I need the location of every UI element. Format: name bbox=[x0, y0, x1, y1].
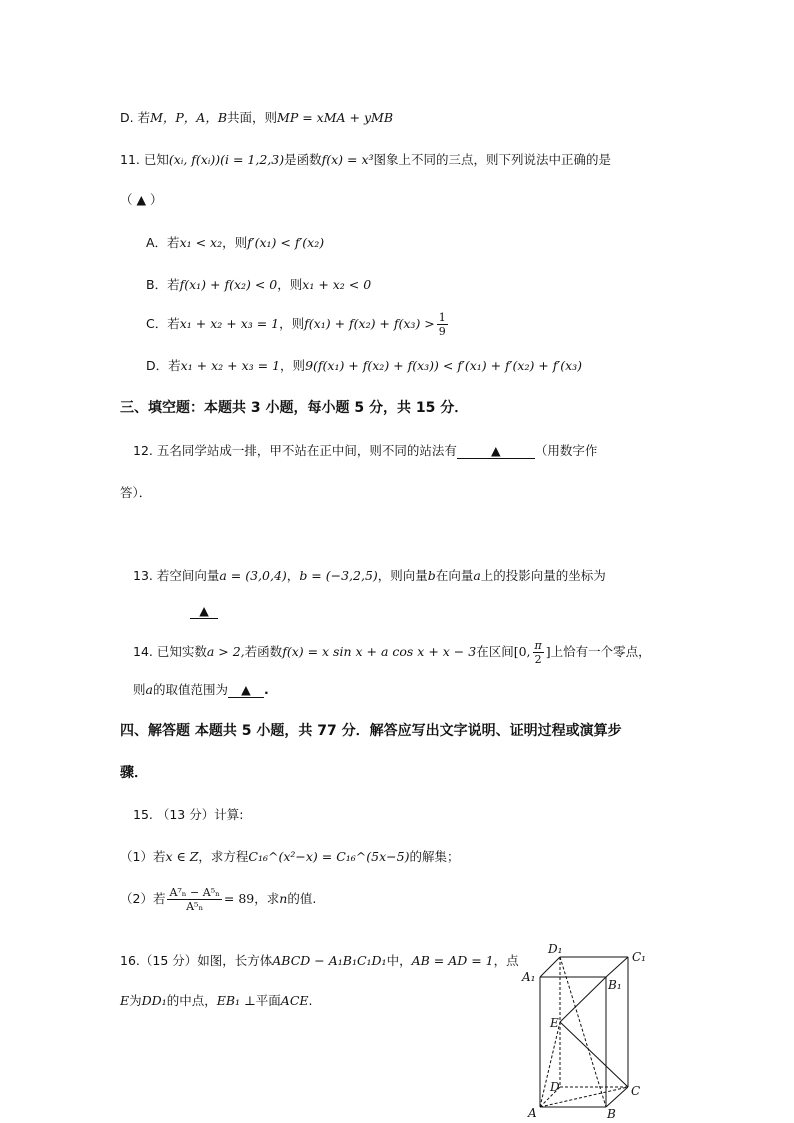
q15p1-pre: （1）若 bbox=[120, 849, 166, 864]
q15p2-var: n bbox=[279, 891, 288, 906]
label-a: A bbox=[528, 1106, 537, 1120]
q16-pre: 16.（15 分）如图，长方体 bbox=[120, 953, 273, 968]
q15p1-equation: C₁₆^(x²−x) = C₁₆^(5x−5) bbox=[248, 849, 410, 864]
label-d1: D₁ bbox=[548, 942, 563, 956]
q11c-result: f(x₁) + f(x₂) + f(x₃) > bbox=[304, 316, 435, 331]
q11b-sep: ，则 bbox=[277, 277, 303, 292]
label-c1: C₁ bbox=[632, 950, 646, 964]
q10d-points: M，P，A，B bbox=[150, 110, 228, 125]
q12-answer-blank: ▲ bbox=[457, 443, 535, 459]
q11-number: 11. bbox=[120, 152, 140, 167]
q14-condition: a > 2, bbox=[206, 644, 245, 659]
section-4-title-cont: 骤． bbox=[120, 765, 148, 781]
label-d: D bbox=[550, 1080, 560, 1094]
segment-b1-e bbox=[560, 977, 606, 1022]
label-a1: A₁ bbox=[522, 970, 536, 984]
q15p2-fraction bbox=[167, 887, 221, 912]
q16-dd1: DD₁ bbox=[141, 993, 167, 1008]
q16-solid: ABCD − A₁B₁C₁D₁ bbox=[272, 953, 387, 968]
q15-part1 bbox=[120, 849, 459, 864]
q10d-mid: 共面，则 bbox=[227, 110, 278, 125]
q11-stem bbox=[120, 152, 611, 167]
q11d-condition: x₁ + x₂ + x₃ = 1 bbox=[180, 358, 281, 373]
q16-end: . bbox=[308, 993, 313, 1008]
q11-point: (xᵢ, f(xᵢ))(i = 1,2,3) bbox=[168, 152, 285, 167]
q11-option-b bbox=[146, 277, 371, 292]
q15p1-post: 的解集； bbox=[409, 849, 460, 864]
q13-post3: 上的投影向量的坐标为 bbox=[480, 568, 606, 583]
q11c-label: C．若 bbox=[146, 316, 180, 331]
q16-plane: ACE bbox=[280, 993, 309, 1008]
q13-answer-blank: ▲ bbox=[190, 603, 218, 619]
q11a-condition: x₁ < x₂ bbox=[179, 235, 223, 250]
q14-var: a bbox=[145, 682, 153, 697]
q15p1-condition: x ∈ Z bbox=[165, 849, 199, 864]
q14-interval-open: [0, bbox=[513, 644, 531, 659]
q15p2-denominator: A⁵ₙ bbox=[186, 900, 204, 913]
edge-a1-d1 bbox=[540, 957, 560, 977]
q13-vector-a: a = (3,0,4) bbox=[219, 568, 287, 583]
edge-b1-c1 bbox=[606, 957, 628, 977]
q15-title: 15. （13 分）计算: bbox=[133, 807, 244, 822]
q11-post: 图象上不同的三点，则下列说法中正确的是 bbox=[373, 152, 612, 167]
q11b-result: x₁ + x₂ < 0 bbox=[302, 277, 372, 292]
q16-line2 bbox=[120, 993, 313, 1008]
q15p2-post: ，求 bbox=[254, 891, 280, 906]
q13-pre: 13. 若空间向量 bbox=[133, 568, 220, 583]
q15p1-mid: ，求方程 bbox=[198, 849, 249, 864]
q10d-vector-equation: MP = xMA + yMB bbox=[277, 110, 394, 125]
q14-two: 2 bbox=[534, 653, 542, 666]
q11d-label: D．若 bbox=[146, 358, 181, 373]
q14-mid2: 在区间 bbox=[476, 644, 514, 659]
q11c-fraction bbox=[437, 312, 448, 337]
q14-mid: 若函数 bbox=[244, 644, 283, 659]
q11a-result: f′(x₁) < f′(x₂) bbox=[247, 235, 325, 250]
q12-tail: （用数字作 bbox=[534, 443, 598, 458]
q11c-condition: x₁ + x₂ + x₃ = 1 bbox=[179, 316, 280, 331]
prism-figure bbox=[510, 935, 670, 1120]
q11-option-d bbox=[146, 358, 582, 373]
q11-option-a bbox=[146, 235, 324, 250]
q14-interval-close: ] bbox=[545, 644, 551, 659]
q12-text: 12. 五名同学站成一排，甲不站在正中间，则不同的站法有 bbox=[133, 443, 457, 458]
q11d-result: 9(f(x₁) + f(x₂) + f(x₃)) < f′(x₁) + f′(x₂) + f′(x₃) bbox=[305, 358, 583, 373]
label-b1: B₁ bbox=[608, 978, 622, 992]
q11-mid: 是函数 bbox=[284, 152, 322, 167]
q14-pi-over-2 bbox=[533, 640, 544, 665]
q11d-sep: ，则 bbox=[280, 358, 306, 373]
q12-line2: 答）． bbox=[120, 485, 152, 500]
q16-e: E bbox=[120, 993, 130, 1008]
q15p2-pre: （2）若 bbox=[120, 891, 166, 906]
q14-line1 bbox=[133, 640, 651, 665]
q14-l2-mid: 的取值范围为 bbox=[152, 682, 228, 697]
q11b-condition: f(x₁) + f(x₂) < 0 bbox=[179, 277, 278, 292]
q13-answer-blank-line bbox=[190, 603, 218, 619]
q15p2-numerator: A⁷ₙ − A⁵ₙ bbox=[169, 886, 220, 899]
q11c-sep: ，则 bbox=[279, 316, 305, 331]
q16-l2-post: 平面 bbox=[255, 993, 281, 1008]
label-b: B bbox=[607, 1107, 616, 1120]
segment-a-e bbox=[540, 1022, 560, 1107]
q13-vector-b: b = (−3,2,5) bbox=[299, 568, 378, 583]
q14-pi: π bbox=[534, 639, 542, 652]
q13-post1: ，则向量 bbox=[377, 568, 428, 583]
line-d1-b bbox=[560, 957, 606, 1107]
q14-post: 上恰有一个零点， bbox=[550, 644, 651, 659]
q10-option-d bbox=[120, 110, 393, 125]
q12-line1 bbox=[133, 443, 597, 459]
q14-answer-blank: ▲ bbox=[228, 682, 264, 698]
q16-l2-mid2: 的中点， bbox=[166, 993, 217, 1008]
q11a-sep: ，则 bbox=[222, 235, 248, 250]
section-4-title: 四、解答题 本题共 5 小题，共 77 分．解答应写出文字说明、证明过程或演算步 bbox=[120, 723, 622, 739]
q14-function: f(x) = x sin x + a cos x + x − 3 bbox=[282, 644, 477, 659]
q14-pre: 14. 已知实数 bbox=[133, 644, 207, 659]
q13-post2: 在向量 bbox=[435, 568, 474, 583]
q11-function: f(x) = x³ bbox=[321, 152, 374, 167]
q16-line1 bbox=[120, 953, 519, 968]
q16-mid: 中， bbox=[386, 953, 412, 968]
q15p2-end: 的值. bbox=[287, 891, 317, 906]
section-3-title: 三、填空题：本题共 3 小题，每小题 5 分，共 15 分． bbox=[120, 400, 469, 416]
q13-sep: ， bbox=[286, 568, 300, 583]
label-e: E bbox=[550, 1016, 559, 1030]
edge-b-c bbox=[606, 1087, 628, 1107]
q11-pre: 已知 bbox=[143, 152, 169, 167]
label-c: C bbox=[631, 1084, 641, 1098]
q11c-numerator: 1 bbox=[438, 311, 446, 324]
q13-vb: b bbox=[427, 568, 436, 583]
q16-perp: EB₁ ⊥ bbox=[216, 993, 256, 1008]
q14-dot: . bbox=[263, 682, 269, 697]
q11c-denominator: 9 bbox=[438, 325, 446, 338]
q13-line1 bbox=[133, 568, 606, 583]
q11-option-c bbox=[146, 312, 450, 337]
q15p2-eq: = 89 bbox=[223, 891, 255, 906]
q11-answer-bracket: （ ▲ ） bbox=[120, 192, 163, 207]
q10d-label: D. 若 bbox=[120, 110, 151, 125]
q16-l2-mid: 为 bbox=[129, 993, 142, 1008]
q16-post: ，点 bbox=[493, 953, 519, 968]
q14-line2 bbox=[133, 682, 269, 698]
q14-l2-pre: 则 bbox=[133, 682, 146, 697]
segment-e-c bbox=[560, 1022, 628, 1087]
q11a-label: A．若 bbox=[146, 235, 180, 250]
q11b-label: B．若 bbox=[146, 277, 180, 292]
q16-condition: AB = AD = 1 bbox=[411, 953, 494, 968]
q13-va: a bbox=[473, 568, 481, 583]
q15-part2 bbox=[120, 887, 316, 912]
